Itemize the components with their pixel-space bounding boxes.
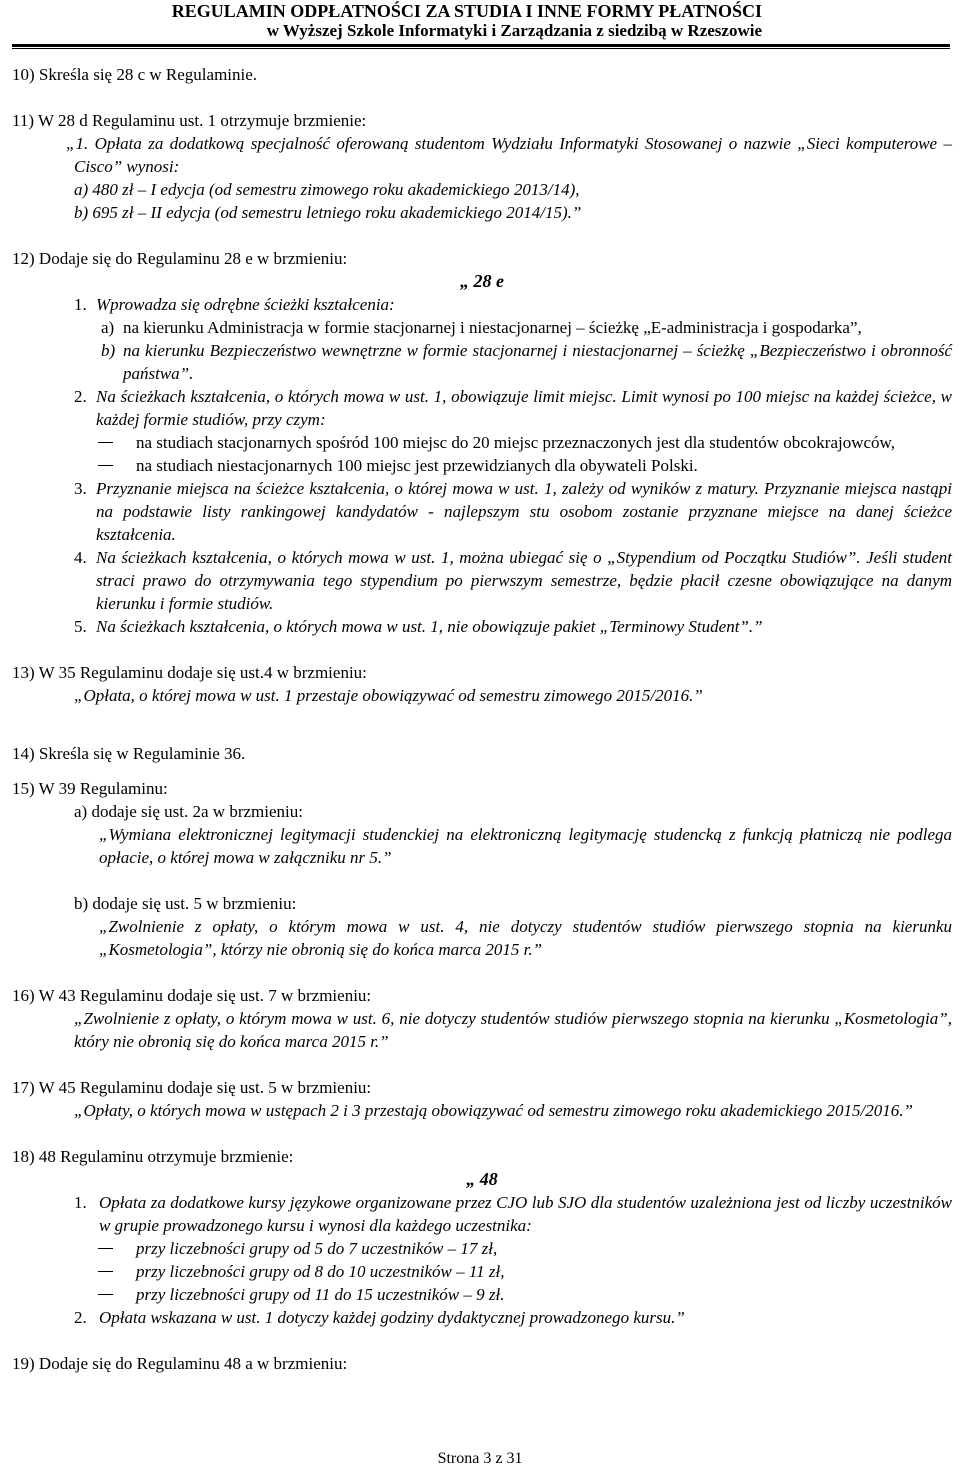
point-14: 14) Skreśla się w Regulaminie 36. xyxy=(12,744,246,763)
point-12-item-b: b) na kierunku Bezpieczeństwo wewnętrzne w formie stacjonarnej i niestacjonarnej – ścieżkę „Bezpieczeństwo i obronność państwa”. xyxy=(101,341,952,383)
point-12-item-3: 3. Przyznanie miejsca na ścieżce kształcenia, o której mowa w ust. 1, zależy od wyników z matury. Przyznanie miejsca nastąpi na podstawie listy rankingowej kandydatów - najlepszym stu osobom zostanie przyznane miejsce na danej ścieżce kształcenia. xyxy=(74,479,952,544)
point-11-text: „1. Opłata za dodatkową specjalność oferowaną studentom Wydziału Informatyki Stosowanej o nazwie „Sieci komputerowe – Cisco” wynosi: xyxy=(66,134,952,176)
point-15-b: b) dodaje się ust. 5 w brzmieniu: xyxy=(74,894,297,913)
point-15-intro: 15) W 39 Regulaminu: xyxy=(12,779,168,798)
point-16-intro: 16) W 43 Regulaminu dodaje się ust. 7 w brzmieniu: xyxy=(12,986,372,1005)
point-15-a-text: „Wymiana elektronicznej legitymacji studenckiej na elektroniczną legitymację studencką z funkcją płatniczą nie podlega opłacie, o której mowa w załączniku nr 5.” xyxy=(99,825,952,867)
point-12-item-2: 2. Na ścieżkach kształcenia, o których mowa w ust. 1, obowiązuje limit miejsc. Limit wynosi po 100 miejsc na każdej ścieżce, w każdej formie studiów, przy czym: xyxy=(74,387,952,429)
section-28e-heading: „ 28 e xyxy=(460,271,504,291)
point-11-intro: 11) W 28 d Regulaminu ust. 1 otrzymuje brzmienie: xyxy=(12,111,367,130)
point-12-item-1: 1. Wprowadza się odrębne ścieżki kształcenia: xyxy=(74,295,395,314)
point-19: 19) Dodaje się do Regulaminu 48 a w brzmieniu: xyxy=(12,1354,348,1373)
point-18-item-2: 2. Opłata wskazana w ust. 1 dotyczy każdej godziny dydaktycznej prowadzonego kursu.” xyxy=(74,1308,685,1327)
section-48-heading: „ 48 xyxy=(466,1169,498,1189)
point-18-item-1: 1. Opłata za dodatkowe kursy językowe organizowane przez CJO lub SJO dla studentów uzależniona jest od liczby uczestników w grupie prowadzonego kursu i wynosi dla każdego uczestnika: xyxy=(74,1193,952,1235)
point-12-item-5: 5. Na ścieżkach kształcenia, o których mowa w ust. 1, nie obowiązuje pakiet „Terminowy Student”.” xyxy=(74,617,763,636)
point-12-intro: 12) Dodaje się do Regulaminu 28 e w brzmieniu: xyxy=(12,249,348,268)
point-12-dash-2: na studiach niestacjonarnych 100 miejsc jest przewidzianych dla obywateli Polski. xyxy=(12,454,952,477)
header-subtitle: w Wyższej Szkole Informatyki i Zarządzania z siedzibą w Rzeszowie xyxy=(266,21,762,40)
page-number: Strona 3 z 31 xyxy=(437,1450,523,1467)
point-15-a: a) dodaje się ust. 2a w brzmieniu: xyxy=(74,802,303,821)
point-10: 10) Skreśla się 28 c w Regulaminie. xyxy=(12,65,258,84)
point-16-text: „Zwolnienie z opłaty, o którym mowa w ust. 6, nie dotyczy studentów studiów pierwszego stopnia na kierunku „Kosmetologia”, który nie obronią się do końca marca 2015 r.” xyxy=(74,1009,952,1051)
point-17-text: „Opłaty, o których mowa w ustępach 2 i 3 przestają obowiązywać od semestru zimowego roku akademickiego 2015/2016.” xyxy=(74,1101,913,1120)
point-18-dash-1: przy liczebności grupy od 5 do 7 uczestników – 17 zł, xyxy=(12,1237,952,1260)
point-18-dash-3: przy liczebności grupy od 11 do 15 uczestników – 9 zł. xyxy=(12,1283,952,1306)
document-body xyxy=(12,63,952,1375)
point-13-text: „Opłata, o której mowa w ust. 1 przestaje obowiązywać od semestru zimowego 2015/2016.” xyxy=(74,686,703,705)
point-18-dash-2: przy liczebności grupy od 8 do 10 uczestników – 11 zł, xyxy=(12,1260,952,1283)
point-15-b-text: „Zwolnienie z opłaty, o którym mowa w ust. 4, nie dotyczy studentów studiów pierwszego stopnia na kierunku „Kosmetologia”, którzy nie obronią się do końca marca 2015 r.” xyxy=(99,917,952,959)
header-title: REGULAMIN ODPŁATNOŚCI ZA STUDIA I INNE FORMY PŁATNOŚCI xyxy=(171,1,762,21)
point-12-item-4: 4. Na ścieżkach kształcenia, o których mowa w ust. 1, można ubiegać się o „Stypendium od Początku Studiów”. Jeśli student straci prawo do otrzymywania tego stypendium po pierwszym semestrze, będzie płacił czesne obowiązujące na danym kierunku i formie studiów. xyxy=(74,548,952,613)
page-header xyxy=(0,2,960,40)
point-13-intro: 13) W 35 Regulaminu dodaje się ust.4 w brzmieniu: xyxy=(12,663,367,682)
point-17-intro: 17) W 45 Regulaminu dodaje się ust. 5 w brzmieniu: xyxy=(12,1078,372,1097)
header-rule-thin xyxy=(12,48,950,49)
point-12-item-a: a) na kierunku Administracja w formie stacjonarnej i niestacjonarnej – ścieżkę „E-administracja i gospodarka”, xyxy=(101,318,862,337)
point-11-b: b) 695 zł – II edycja (od semestru letniego roku akademickiego 2014/15).” xyxy=(74,203,582,222)
header-rule xyxy=(12,44,950,47)
point-11-a: a) 480 zł – I edycja (od semestru zimowego roku akademickiego 2013/14), xyxy=(74,180,580,199)
point-18-intro: 18) 48 Regulaminu otrzymuje brzmienie: xyxy=(12,1147,294,1166)
point-12-dash-1: na studiach stacjonarnych spośród 100 miejsc do 20 miejsc przeznaczonych jest dla studentów obcokrajowców, xyxy=(12,431,952,454)
